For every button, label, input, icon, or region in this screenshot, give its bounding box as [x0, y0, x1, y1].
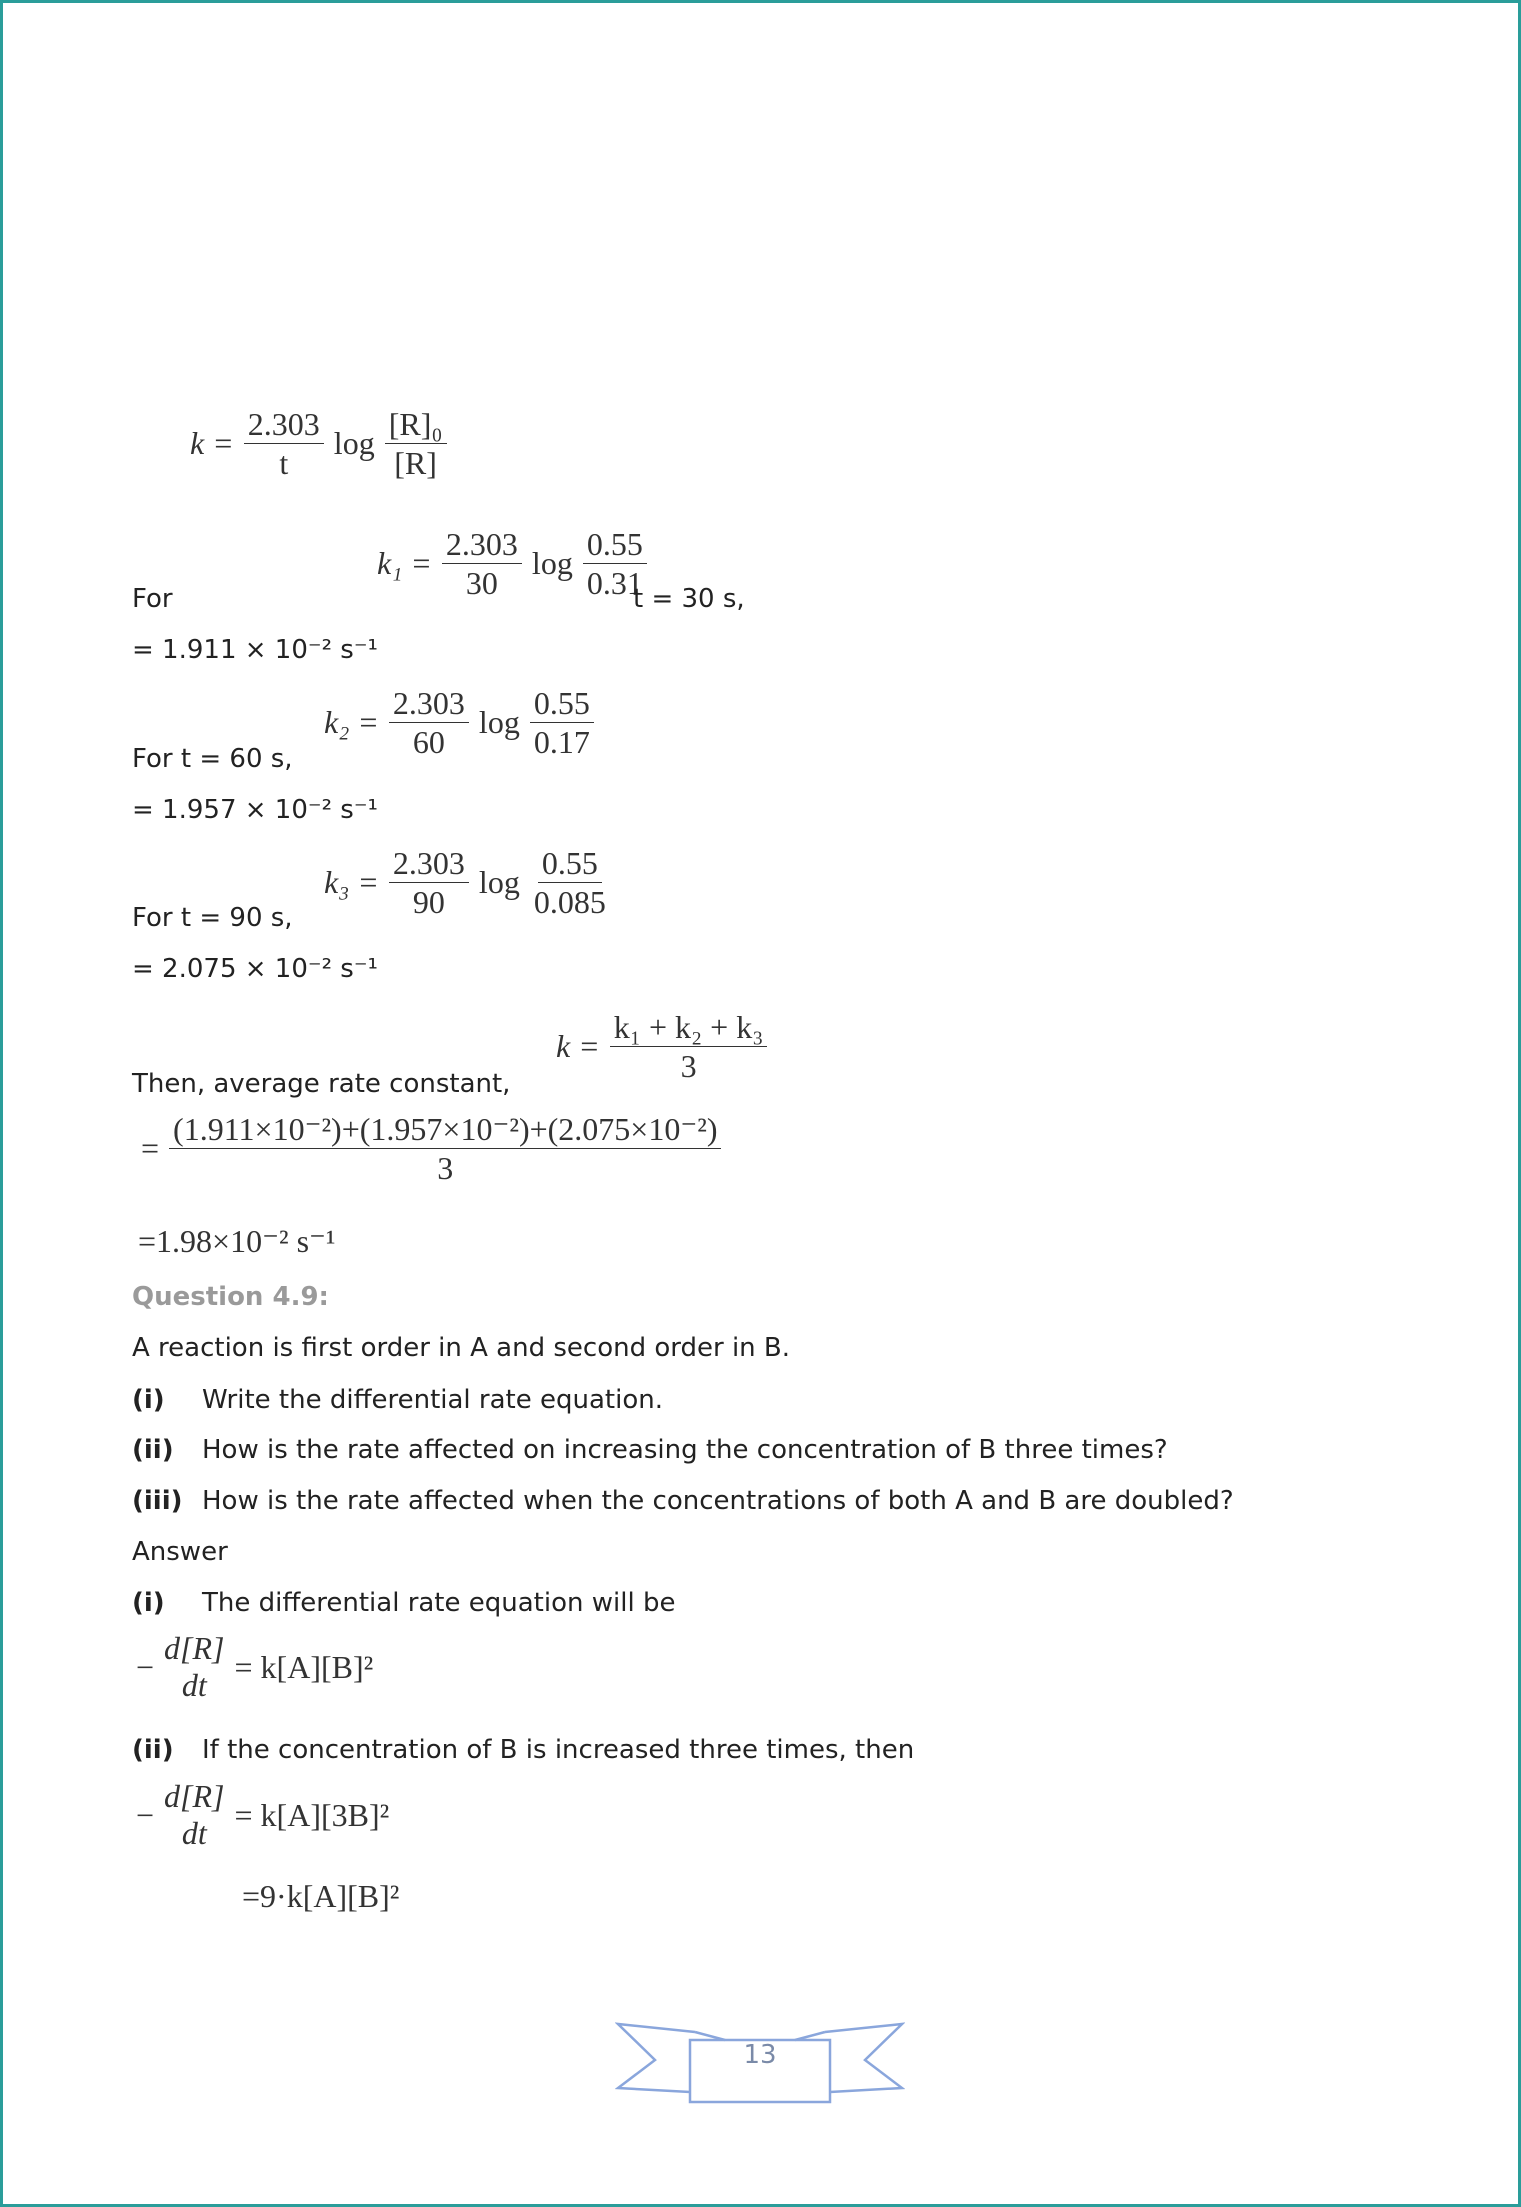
fraction: [610, 1008, 768, 1085]
denominator: dt: [181, 1667, 207, 1703]
numerator: 0.55: [538, 844, 602, 883]
text-for: For: [132, 584, 173, 614]
eq-lhs: =: [141, 1130, 160, 1166]
denominator: 60: [412, 724, 445, 760]
numerator: 2.303: [442, 525, 522, 564]
page-number: 13: [743, 2040, 777, 2070]
denominator: 0.17: [533, 724, 590, 760]
question-text: A reaction is first order in A and second order in B.: [132, 1333, 791, 1363]
eq-rhs: = k[A][3B]²: [234, 1796, 390, 1833]
result-k2: = 1.957 × 10⁻² s⁻¹: [132, 795, 378, 825]
denominator: [R]: [394, 445, 437, 481]
part-label: (ii): [132, 1735, 174, 1765]
fraction: [389, 844, 469, 921]
fraction: [389, 684, 469, 761]
eq-lhs: −: [136, 1796, 155, 1833]
result-k3: = 2.075 × 10⁻² s⁻¹: [132, 954, 378, 984]
log: log: [531, 545, 573, 581]
denominator: 0.31: [586, 565, 643, 601]
fraction: [244, 405, 324, 482]
denominator: dt: [181, 1815, 207, 1851]
fraction: [164, 1630, 224, 1704]
numerator: (1.911×10⁻²)+(1.957×10⁻²)+(2.075×10⁻²): [169, 1110, 721, 1149]
log: log: [478, 864, 520, 900]
eq-lhs: k₃ =: [324, 864, 379, 900]
part-text: The differential rate equation will be: [202, 1588, 676, 1618]
denominator: 3: [437, 1150, 454, 1186]
result-k1: = 1.911 × 10⁻² s⁻¹: [132, 635, 378, 665]
eq-rhs: = k[A][B]²: [234, 1648, 374, 1685]
denominator: 3: [680, 1048, 697, 1084]
part-label: (i): [132, 1588, 165, 1618]
numerator: k₁ + k₂ + k₃: [610, 1008, 768, 1047]
eq-lhs: k₁ =: [377, 545, 432, 581]
part-label: (i): [132, 1385, 165, 1415]
question-title: Question 4.9:: [132, 1282, 329, 1312]
equation-rate: [136, 1630, 373, 1704]
numerator: 0.55: [530, 684, 594, 723]
question-part: [132, 1384, 663, 1416]
equation-rate-9: =9·k[A][B]²: [242, 1878, 400, 1914]
numerator: 0.55: [583, 525, 647, 564]
numerator: 2.303: [244, 405, 324, 444]
log: log: [478, 704, 520, 740]
text-t60: For t = 60 s,: [132, 744, 293, 774]
fraction: [442, 525, 522, 602]
part-label: (iii): [132, 1486, 183, 1516]
text-t90: For t = 90 s,: [132, 903, 293, 933]
eq-lhs: k =: [190, 425, 234, 461]
equation-rate-3b: [136, 1778, 389, 1852]
text-t30: t = 30 s,: [633, 584, 745, 614]
fraction: [385, 405, 447, 482]
part-text: How is the rate affected when the concentrations of both A and B are doubled?: [202, 1486, 1234, 1516]
part-text: If the concentration of B is increased three times, then: [202, 1735, 915, 1765]
equation-average: [556, 1008, 771, 1085]
denominator: 30: [465, 565, 498, 601]
question-part: [132, 1485, 1234, 1517]
part-label: (ii): [132, 1435, 174, 1465]
fraction: [164, 1778, 224, 1852]
equation-k1: [377, 525, 651, 602]
eq-lhs: −: [136, 1648, 155, 1685]
text-average: Then, average rate constant,: [132, 1069, 511, 1099]
numerator: [R]₀: [385, 405, 447, 444]
denominator: 0.085: [533, 884, 606, 920]
numerator: 2.303: [389, 844, 469, 883]
eq-lhs: k₂ =: [324, 704, 379, 740]
equation-k3: [324, 844, 614, 921]
answer-part: [132, 1587, 675, 1619]
eq-lhs: k =: [556, 1028, 600, 1064]
numerator: d[R]: [164, 1630, 225, 1666]
answer-label: Answer: [132, 1537, 228, 1567]
fraction: [530, 844, 610, 921]
equation-general: [190, 405, 451, 482]
part-text: Write the differential rate equation.: [202, 1385, 663, 1415]
answer-part: [132, 1734, 914, 1766]
fraction: [530, 684, 594, 761]
equation-k2: [324, 684, 598, 761]
question-part: [132, 1434, 1168, 1466]
part-text: How is the rate affected on increasing the concentration of B three times?: [202, 1435, 1168, 1465]
log: log: [333, 425, 375, 461]
equation-final: =1.98×10⁻² s⁻¹: [138, 1223, 336, 1259]
denominator: 90: [412, 884, 445, 920]
equation-sum: [141, 1110, 725, 1187]
denominator: t: [279, 445, 289, 481]
fraction: [169, 1110, 721, 1187]
numerator: d[R]: [164, 1778, 225, 1814]
numerator: 2.303: [389, 684, 469, 723]
